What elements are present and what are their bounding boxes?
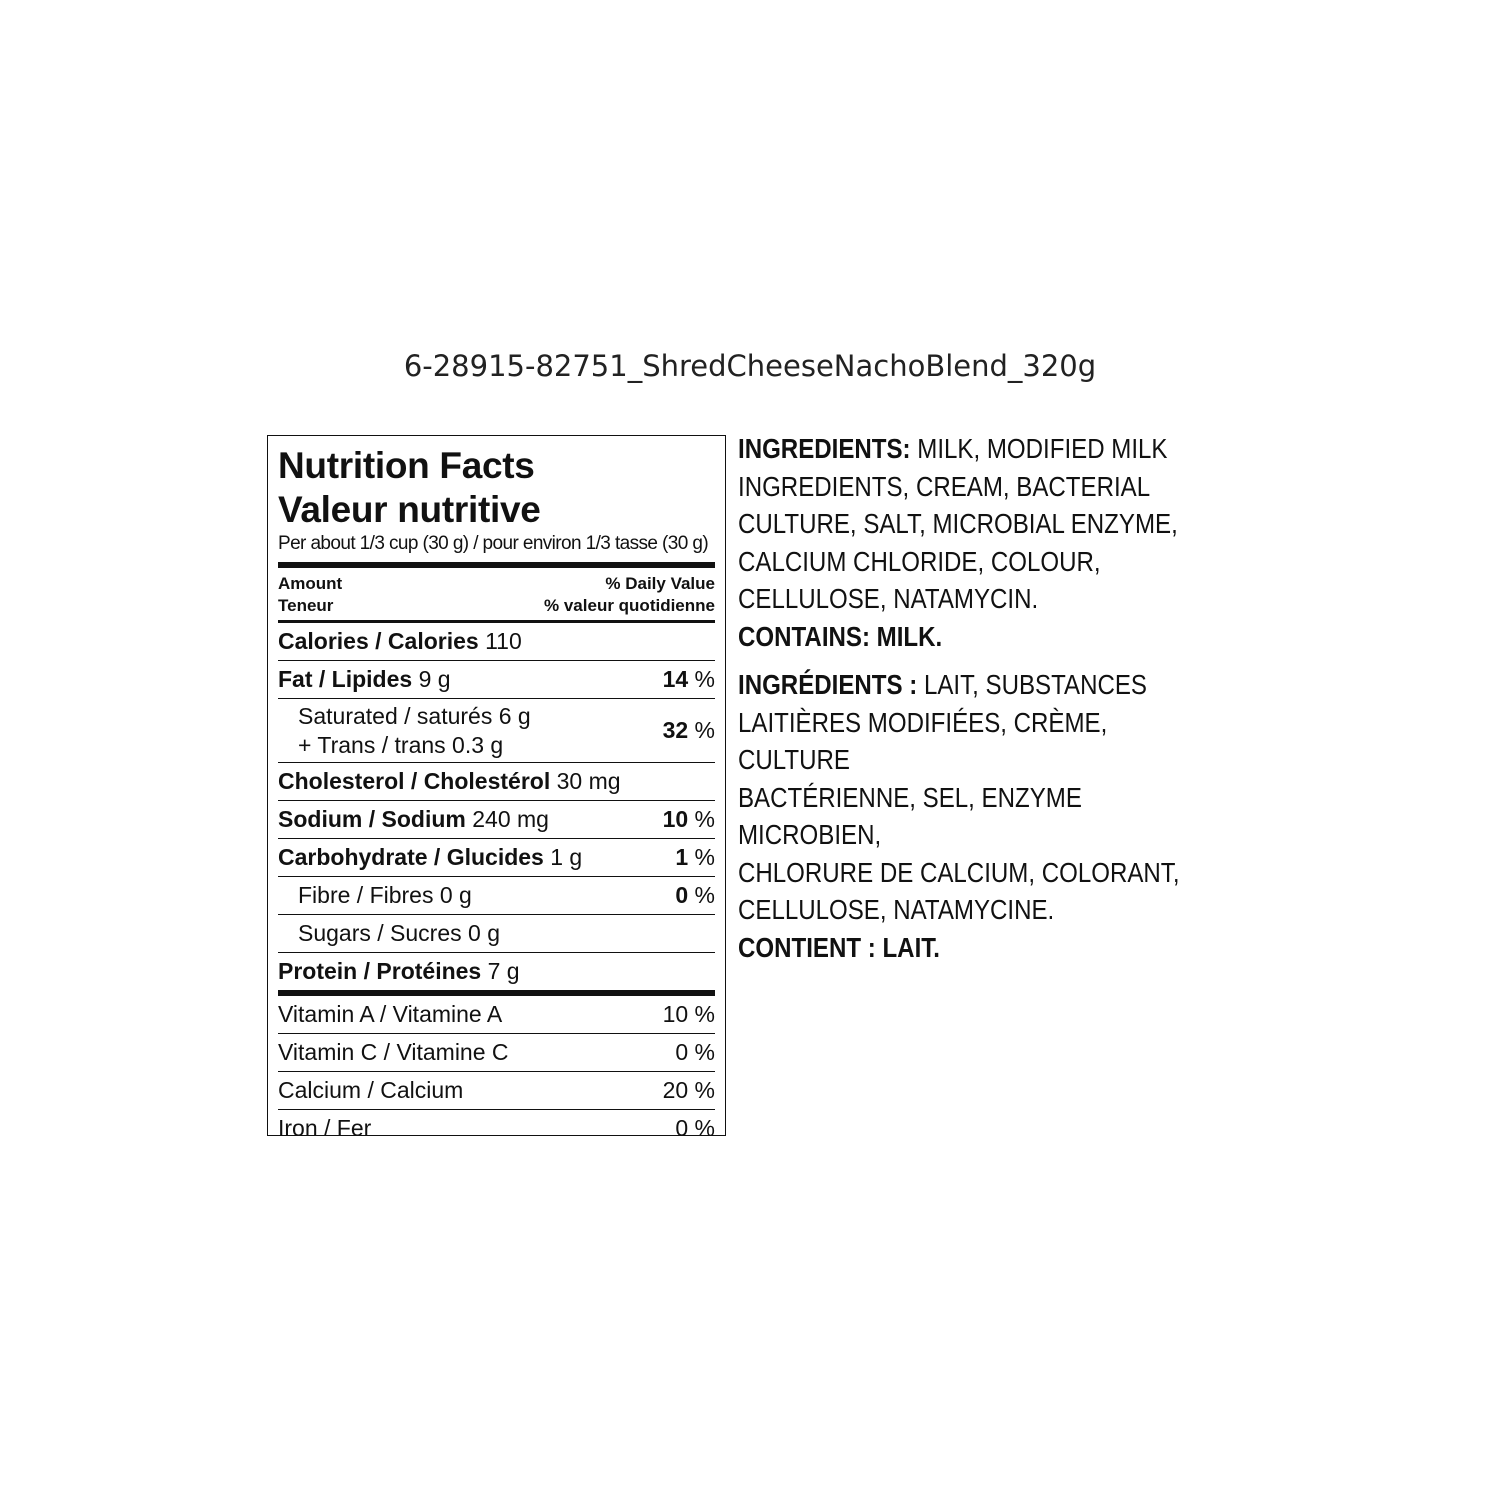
- nutrient-label: Sugars / Sucres 0 g: [298, 920, 500, 946]
- contains-fr: CONTIENT : LAIT.: [738, 931, 940, 963]
- nutrient-row-fat: [278, 661, 715, 699]
- daily-value-label-en: % Daily Value: [605, 574, 715, 593]
- nutrient-row-sodium: [278, 801, 715, 839]
- daily-value-label-fr: % valeur quotidienne: [544, 596, 715, 615]
- ingredients-label-fr: INGRÉDIENTS :: [738, 669, 918, 700]
- vitamin-percent: 20 %: [662, 1077, 715, 1103]
- vitamin-label: Iron / Fer: [278, 1115, 372, 1141]
- nutrient-amount: 240 mg: [472, 806, 549, 832]
- nutrition-facts-table: [267, 435, 726, 1141]
- nutrition-title-en: Nutrition Facts: [278, 445, 535, 486]
- table-header: [278, 568, 715, 623]
- nutrient-amount: 30 mg: [556, 768, 621, 794]
- nutrient-label: Calories / Calories: [278, 628, 479, 654]
- contains-en: CONTAINS: MILK.: [738, 620, 943, 652]
- nutrient-label: Fibre / Fibres 0 g: [298, 882, 472, 908]
- nutrient-amount: 110: [485, 628, 522, 654]
- vitamin-percent: 0 %: [675, 1115, 715, 1141]
- ingredients-label-en: INGREDIENTS:: [738, 433, 911, 464]
- amount-label-en: Amount: [278, 574, 343, 593]
- nutrient-row-carbohydrate: [278, 839, 715, 877]
- nutrient-amount: 7 g: [487, 958, 520, 984]
- nutrient-row-cholesterol: [278, 763, 715, 801]
- nutrient-label-saturated: Saturated / saturés 6 g: [298, 702, 531, 729]
- nutrient-row-calories: [278, 623, 715, 661]
- ingredients-fr: INGRÉDIENTS : LAIT, SUBSTANCES LAITIÈRES MODIFIÉES, CRÈME, CULTURE BACTÉRIENNE, SEL, ENZYME MICROBIEN, CHLORURE DE CALCIUM, COLORANT, CELLULOSE, NATAMYCINE. CONTIENT : LAIT.: [738, 669, 1180, 963]
- nutrient-label-trans: + Trans / trans 0.3 g: [298, 731, 504, 758]
- nutrient-percent: 0 %: [675, 882, 715, 908]
- vitamin-label: Calcium / Calcium: [278, 1077, 464, 1103]
- vitamin-label: Vitamin C / Vitamine C: [278, 1039, 509, 1065]
- nutrition-title-fr: Valeur nutritive: [278, 489, 541, 530]
- nutrient-label: Cholesterol / Cholestérol: [278, 768, 551, 794]
- ingredients-panel: [738, 430, 1220, 966]
- nutrient-row-sugars: [278, 915, 715, 953]
- serving-size: Per about 1/3 cup (30 g) / pour environ 1/3 tasse (30 g): [278, 532, 715, 568]
- nutrient-percent: 14 %: [662, 666, 715, 692]
- vitamin-row-a: [278, 996, 715, 1034]
- nutrient-row-fibre: [278, 877, 715, 915]
- vitamin-row-c: [278, 1034, 715, 1072]
- nutrient-percent: 1 %: [675, 844, 715, 870]
- vitamin-row-calcium: [278, 1072, 715, 1110]
- nutrient-row-protein: [278, 953, 715, 996]
- amount-label-fr: Teneur: [278, 596, 334, 615]
- nutrient-percent: 10 %: [662, 806, 715, 832]
- vitamin-row-iron: [278, 1110, 715, 1147]
- nutrient-row-saturated-trans: [278, 699, 715, 763]
- vitamin-percent: 10 %: [662, 1001, 715, 1027]
- file-title: 6-28915-82751_ShredCheeseNachoBlend_320g: [403, 349, 1097, 383]
- nutrient-label: Protein / Protéines: [278, 958, 482, 984]
- ingredients-en: INGREDIENTS: MILK, MODIFIED MILK INGREDIENTS, CREAM, BACTERIAL CULTURE, SALT, MICROBIAL ENZYME, CALCIUM CHLORIDE, COLOUR, CELLULOSE, NATAMYCIN. CONTAINS: MILK.: [738, 433, 1178, 652]
- nutrient-label: Carbohydrate / Glucides: [278, 844, 544, 870]
- nutrient-label: Sodium / Sodium: [278, 806, 466, 832]
- nutrient-percent: 32 %: [662, 717, 715, 743]
- nutrient-amount: 9 g: [418, 666, 451, 692]
- vitamin-label: Vitamin A / Vitamine A: [278, 1001, 503, 1027]
- nutrient-amount: 1 g: [550, 844, 583, 870]
- nutrient-label: Fat / Lipides: [278, 666, 413, 692]
- vitamin-percent: 0 %: [675, 1039, 715, 1065]
